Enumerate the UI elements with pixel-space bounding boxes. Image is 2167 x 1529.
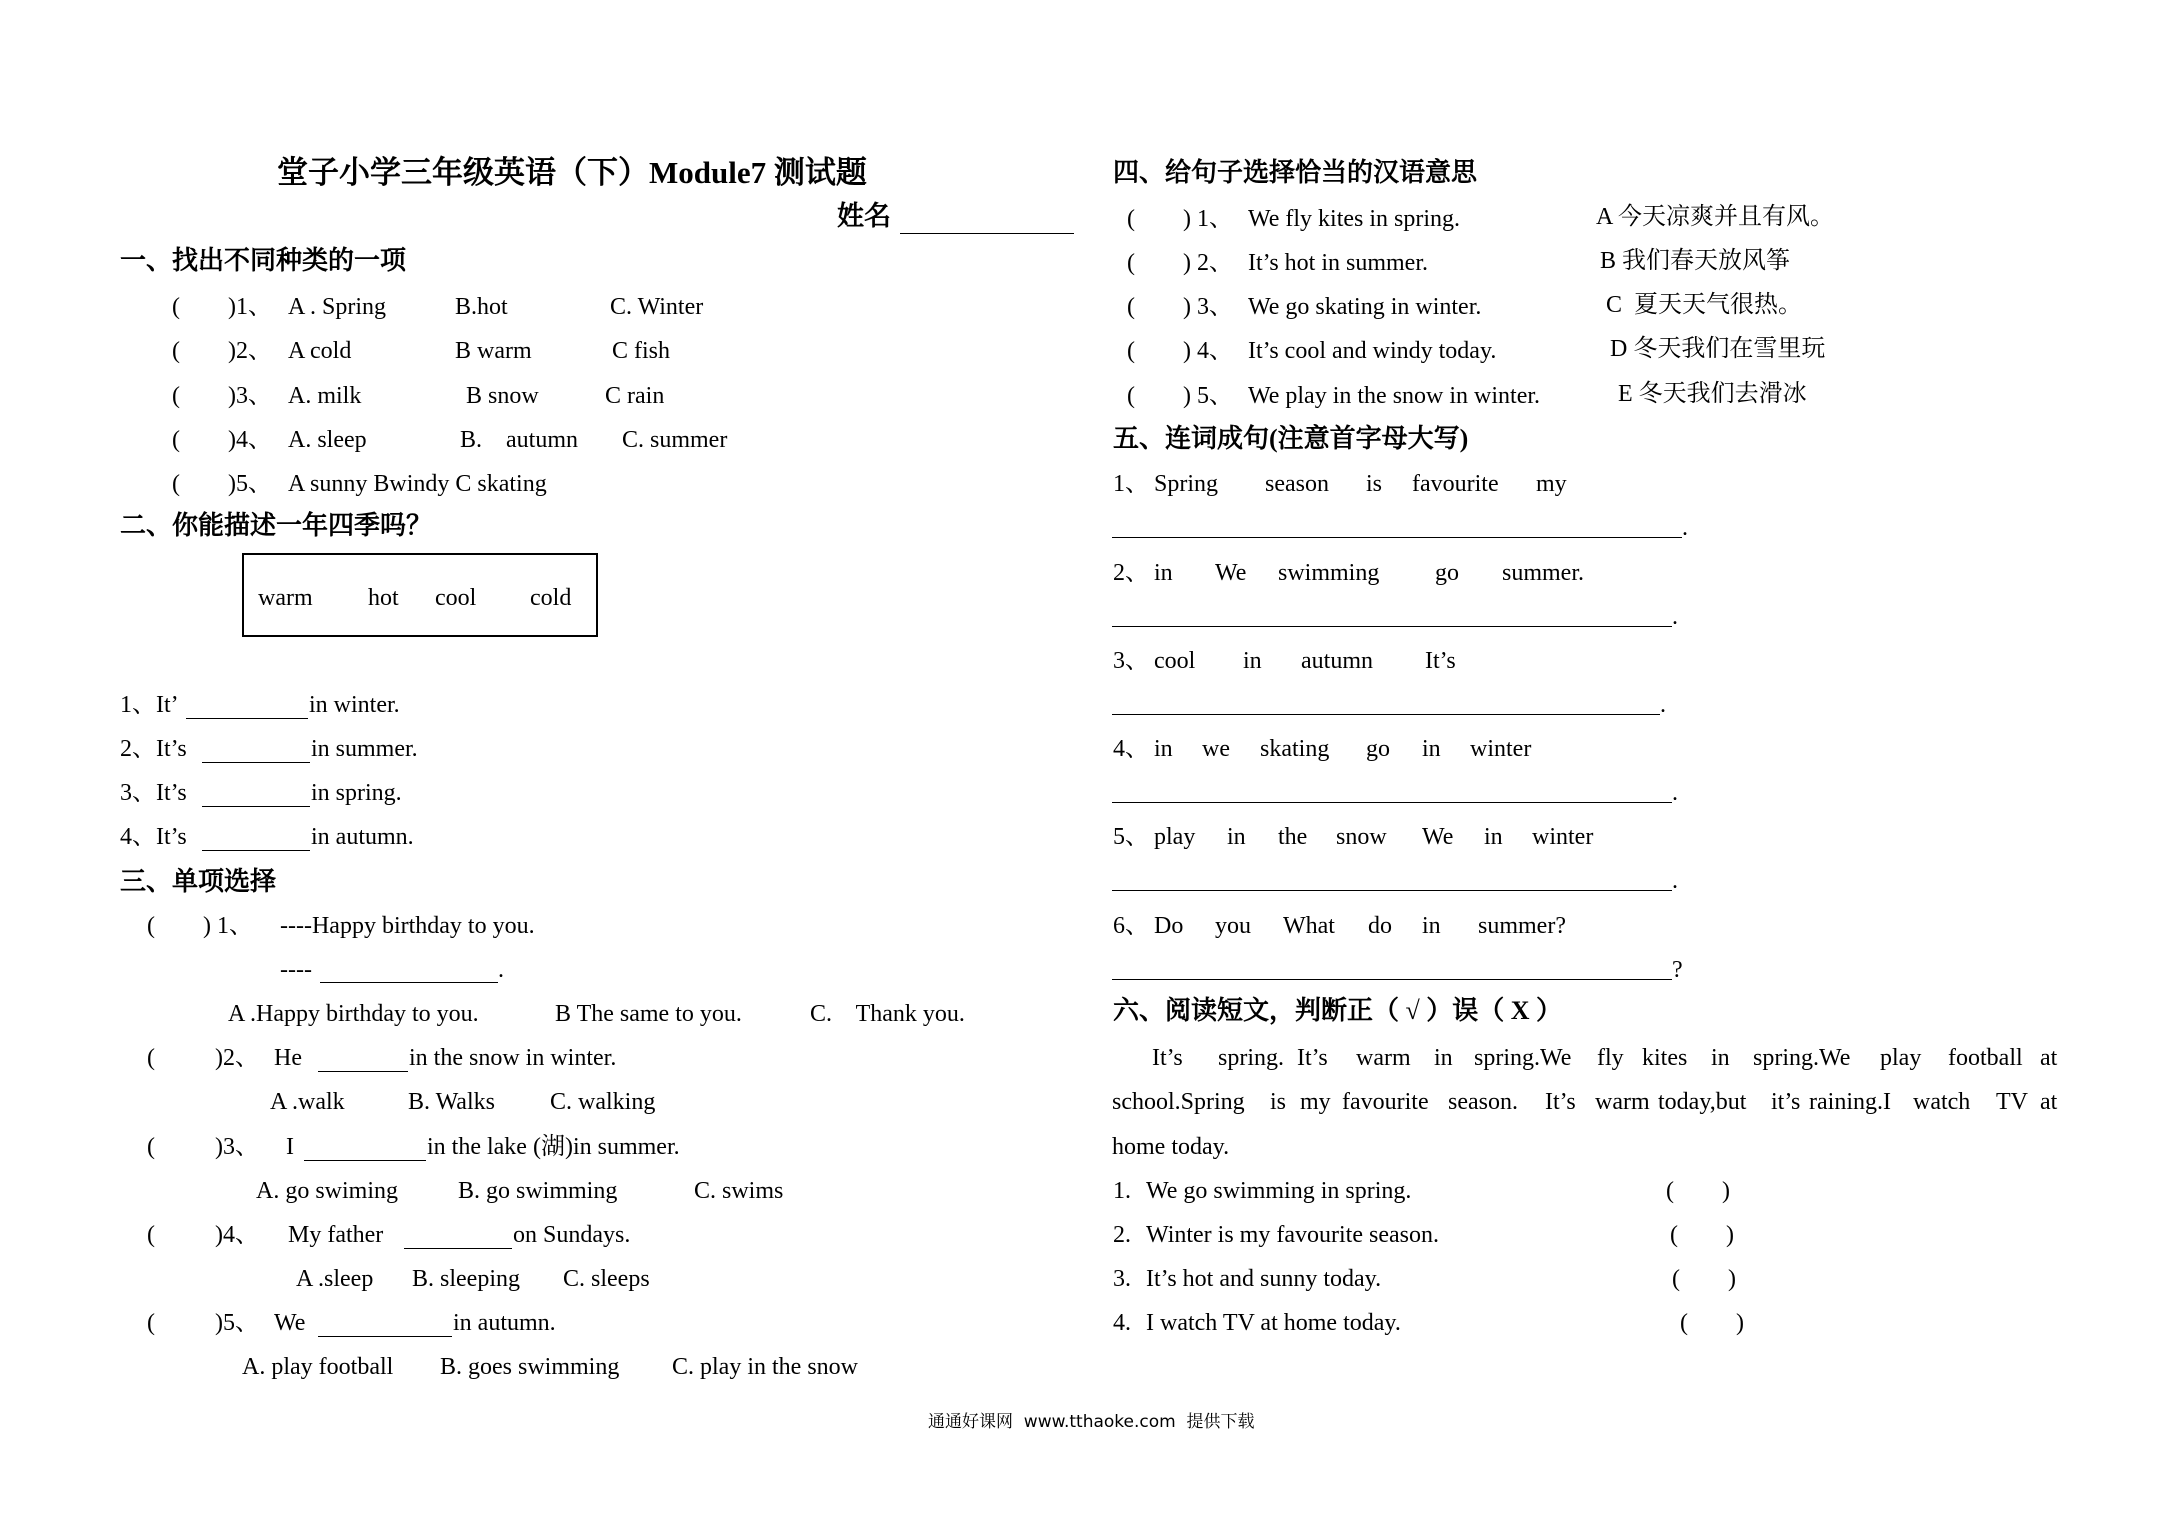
end-punct: . bbox=[1672, 604, 1678, 630]
passage-word: kites bbox=[1642, 1045, 1688, 1071]
scrambled-word: favourite bbox=[1412, 471, 1499, 497]
question-stem: ----Happy birthday to you. bbox=[280, 913, 535, 939]
scrambled-word: in bbox=[1243, 648, 1262, 674]
item-number: 5、 bbox=[1113, 824, 1149, 850]
question-stem-b: in the snow in winter. bbox=[409, 1045, 617, 1071]
scrambled-word: autumn bbox=[1301, 648, 1373, 674]
scrambled-word: in bbox=[1422, 913, 1441, 939]
option-all: A sunny Bwindy C skating bbox=[288, 471, 547, 497]
item-number: 1. bbox=[1113, 1178, 1131, 1204]
passage-word: warm bbox=[1356, 1045, 1411, 1071]
end-punct: . bbox=[1672, 780, 1678, 806]
passage-word: in bbox=[1434, 1045, 1453, 1071]
scrambled-word: cool bbox=[1154, 648, 1196, 674]
question-stem-b: on Sundays. bbox=[513, 1222, 631, 1248]
item-number: 3、 bbox=[1113, 648, 1149, 674]
scrambled-word: summer? bbox=[1478, 913, 1566, 939]
section1-heading: 一、找出不同种类的一项 bbox=[120, 246, 407, 275]
word-bank-item: cool bbox=[435, 585, 477, 611]
answer-paren[interactable]: ( )2、 bbox=[147, 1045, 259, 1071]
passage-word: at bbox=[2040, 1045, 2058, 1071]
scrambled-word: play bbox=[1154, 824, 1196, 850]
passage-word: TV bbox=[1996, 1089, 2028, 1115]
scrambled-word: we bbox=[1202, 736, 1230, 762]
fill-blank[interactable] bbox=[318, 1336, 452, 1337]
option-c: C rain bbox=[605, 383, 665, 409]
passage-word: is bbox=[1270, 1089, 1287, 1115]
answer-line[interactable] bbox=[1112, 890, 1672, 891]
scrambled-word: go bbox=[1435, 560, 1459, 586]
sentence-prefix: 3、It’s bbox=[120, 780, 187, 806]
answer-paren[interactable]: ( )5、 bbox=[147, 1310, 259, 1336]
answer-paren[interactable]: ( )4、 bbox=[147, 1222, 259, 1248]
option-b: B. sleeping bbox=[412, 1266, 520, 1292]
statement: It’s hot and sunny today. bbox=[1146, 1266, 1382, 1292]
option-a: A .Happy birthday to you. bbox=[228, 1001, 479, 1027]
chinese-meaning: B 我们春天放风筝 bbox=[1600, 248, 1791, 274]
passage-word: It’s bbox=[1297, 1045, 1328, 1071]
scrambled-word: in bbox=[1154, 736, 1173, 762]
answer-paren[interactable]: ( )2、 bbox=[172, 338, 272, 364]
option-b: B The same to you. bbox=[555, 1001, 742, 1027]
answer-line[interactable] bbox=[1112, 626, 1672, 627]
scrambled-word: in bbox=[1227, 824, 1246, 850]
passage-word: school.Spring bbox=[1112, 1089, 1245, 1115]
option-b: B. autumn bbox=[460, 427, 578, 453]
chinese-meaning: A 今天凉爽并且有风。 bbox=[1596, 204, 1835, 230]
option-c: C. Thank you. bbox=[810, 1001, 965, 1027]
end-punct: . bbox=[1682, 515, 1688, 541]
item-number: 2、 bbox=[1113, 560, 1149, 586]
passage-word: It’s bbox=[1545, 1089, 1576, 1115]
word-bank-item: warm bbox=[258, 585, 313, 611]
item-number: 4、 bbox=[1113, 736, 1149, 762]
chinese-meaning: E 冬天我们去滑冰 bbox=[1618, 381, 1807, 407]
scrambled-word: in bbox=[1484, 824, 1503, 850]
question-stem-b: in the lake (湖)in summer. bbox=[427, 1134, 680, 1160]
answer-paren[interactable]: ( ) 1、 bbox=[147, 913, 253, 939]
chinese-meaning: C 夏天天气很热。 bbox=[1606, 292, 1803, 318]
english-sentence: We fly kites in spring. bbox=[1248, 206, 1461, 232]
passage-word: warm bbox=[1595, 1089, 1650, 1115]
scrambled-word: season bbox=[1265, 471, 1329, 497]
sentence-suffix: in winter. bbox=[309, 692, 400, 718]
answer-paren[interactable]: ( )4、 bbox=[172, 427, 272, 453]
option-a: A .sleep bbox=[296, 1266, 374, 1292]
answer-paren[interactable]: ( ) 3、 bbox=[1127, 294, 1233, 320]
option-b: B snow bbox=[466, 383, 539, 409]
question-stem-a: We bbox=[274, 1310, 306, 1336]
sentence-prefix: 1、It’ bbox=[120, 692, 179, 718]
answer-paren[interactable]: ( ) bbox=[1680, 1310, 1744, 1336]
end-punct: . bbox=[1672, 868, 1678, 894]
item-number: 2. bbox=[1113, 1222, 1131, 1248]
passage-line-3: home today. bbox=[1112, 1134, 1230, 1160]
reply-prefix: ---- bbox=[280, 957, 312, 983]
sentence-suffix: in summer. bbox=[311, 736, 418, 762]
fill-blank[interactable] bbox=[202, 762, 310, 763]
passage-word: watch bbox=[1913, 1089, 1971, 1115]
answer-line[interactable] bbox=[1112, 802, 1672, 803]
english-sentence: It’s cool and windy today. bbox=[1248, 338, 1497, 364]
question-stem-a: He bbox=[274, 1045, 302, 1071]
answer-paren[interactable]: ( )3、 bbox=[147, 1134, 259, 1160]
option-c: C. walking bbox=[550, 1089, 656, 1115]
sentence-prefix: 2、It’s bbox=[120, 736, 187, 762]
option-c: C fish bbox=[612, 338, 671, 364]
word-bank-item: cold bbox=[530, 585, 572, 611]
fill-blank[interactable] bbox=[202, 806, 310, 807]
scrambled-word: swimming bbox=[1278, 560, 1380, 586]
statement: Winter is my favourite season. bbox=[1146, 1222, 1439, 1248]
answer-line[interactable] bbox=[1112, 537, 1682, 538]
answer-paren[interactable]: ( ) bbox=[1666, 1178, 1730, 1204]
section6-heading: 六、阅读短文，判断正（ √ ）误（ X ） bbox=[1113, 996, 1563, 1025]
scrambled-word: the bbox=[1278, 824, 1308, 850]
english-sentence: We play in the snow in winter. bbox=[1248, 383, 1541, 409]
option-a: A .walk bbox=[270, 1089, 345, 1115]
scrambled-word: in bbox=[1422, 736, 1441, 762]
english-sentence: It’s hot in summer. bbox=[1248, 250, 1428, 276]
question-stem-a: I bbox=[286, 1134, 294, 1160]
section3-heading: 三、单项选择 bbox=[120, 867, 277, 896]
passage-word: season. bbox=[1448, 1089, 1518, 1115]
passage-word: at bbox=[2040, 1089, 2058, 1115]
passage-word: raining.I bbox=[1809, 1089, 1891, 1115]
option-a: A . Spring bbox=[288, 294, 387, 320]
option-c: C. swims bbox=[694, 1178, 784, 1204]
answer-paren[interactable]: ( )3、 bbox=[172, 383, 272, 409]
option-c: C. Winter bbox=[610, 294, 704, 320]
option-a: A. milk bbox=[288, 383, 362, 409]
scrambled-word: Spring bbox=[1154, 471, 1219, 497]
scrambled-word: go bbox=[1366, 736, 1390, 762]
answer-paren[interactable]: ( ) 4、 bbox=[1127, 338, 1233, 364]
option-a: A. play football bbox=[242, 1354, 394, 1380]
option-c: C. sleeps bbox=[563, 1266, 650, 1292]
scrambled-word: skating bbox=[1260, 736, 1330, 762]
scrambled-word: summer. bbox=[1502, 560, 1584, 586]
statement: I watch TV at home today. bbox=[1146, 1310, 1401, 1336]
answer-paren[interactable]: ( ) bbox=[1670, 1222, 1734, 1248]
passage-word: my bbox=[1300, 1089, 1331, 1115]
word-bank-box bbox=[242, 553, 598, 637]
fill-blank[interactable] bbox=[186, 718, 308, 719]
passage-word: play bbox=[1880, 1045, 1922, 1071]
scrambled-word: you bbox=[1215, 913, 1251, 939]
answer-paren[interactable]: ( ) bbox=[1672, 1266, 1736, 1292]
reply-suffix: . bbox=[498, 957, 504, 983]
scrambled-word: snow bbox=[1336, 824, 1387, 850]
page-title: 堂子小学三年级英语（下）Module7 测试题 bbox=[277, 155, 867, 190]
item-number: 3. bbox=[1113, 1266, 1131, 1292]
scrambled-word: Do bbox=[1154, 913, 1184, 939]
answer-line[interactable] bbox=[1112, 714, 1660, 715]
passage-word: today,but bbox=[1658, 1089, 1747, 1115]
passage-word: spring.We bbox=[1753, 1045, 1851, 1071]
option-b: B. Walks bbox=[408, 1089, 495, 1115]
scrambled-word: We bbox=[1215, 560, 1247, 586]
scrambled-word: do bbox=[1368, 913, 1392, 939]
answer-paren[interactable]: ( ) 5、 bbox=[1127, 383, 1233, 409]
fill-blank[interactable] bbox=[320, 982, 498, 983]
option-a: A. sleep bbox=[288, 427, 367, 453]
scrambled-word: is bbox=[1366, 471, 1383, 497]
option-b: B.hot bbox=[455, 294, 508, 320]
fill-blank[interactable] bbox=[202, 850, 310, 851]
item-number: 4. bbox=[1113, 1310, 1131, 1336]
passage-word: favourite bbox=[1342, 1089, 1429, 1115]
scrambled-word: winter bbox=[1532, 824, 1594, 850]
name-blank[interactable] bbox=[900, 233, 1074, 234]
option-c: C. play in the snow bbox=[672, 1354, 858, 1380]
scrambled-word: winter bbox=[1470, 736, 1532, 762]
passage-word: spring.We bbox=[1474, 1045, 1572, 1071]
word-bank-item: hot bbox=[368, 585, 399, 611]
option-c: C. summer bbox=[622, 427, 728, 453]
answer-paren[interactable]: ( )1、 bbox=[172, 294, 272, 320]
sentence-prefix: 4、It’s bbox=[120, 824, 187, 850]
passage-word: it’s bbox=[1771, 1089, 1801, 1115]
option-b: B. goes swimming bbox=[440, 1354, 620, 1380]
passage-word: It’s bbox=[1152, 1045, 1183, 1071]
answer-paren[interactable]: ( ) 2、 bbox=[1127, 250, 1233, 276]
passage-word: in bbox=[1711, 1045, 1730, 1071]
end-punct: . bbox=[1660, 692, 1666, 718]
scrambled-word: my bbox=[1536, 471, 1567, 497]
end-punct: ? bbox=[1672, 957, 1683, 983]
scrambled-word: We bbox=[1422, 824, 1454, 850]
passage-word: football bbox=[1948, 1045, 2023, 1071]
answer-paren[interactable]: ( ) 1、 bbox=[1127, 206, 1233, 232]
question-stem-a: My father bbox=[288, 1222, 384, 1248]
option-b: B warm bbox=[455, 338, 532, 364]
item-number: 6、 bbox=[1113, 913, 1149, 939]
chinese-meaning: D 冬天我们在雪里玩 bbox=[1610, 336, 1826, 362]
fill-blank[interactable] bbox=[404, 1248, 512, 1249]
name-label: 姓名 bbox=[837, 201, 891, 231]
question-stem-b: in autumn. bbox=[453, 1310, 556, 1336]
section5-heading: 五、连词成句(注意首字母大写) bbox=[1113, 424, 1469, 453]
option-a: A cold bbox=[288, 338, 352, 364]
statement: We go swimming in spring. bbox=[1146, 1178, 1412, 1204]
footer-note: 通通好课网 www.tthaoke.com 提供下载 bbox=[928, 1412, 1255, 1432]
english-sentence: We go skating in winter. bbox=[1248, 294, 1482, 320]
item-number: 1、 bbox=[1113, 471, 1149, 497]
passage-word: fly bbox=[1597, 1045, 1624, 1071]
answer-paren[interactable]: ( )5、 bbox=[172, 471, 272, 497]
option-b: B. go swimming bbox=[458, 1178, 618, 1204]
scrambled-word: What bbox=[1283, 913, 1335, 939]
answer-line[interactable] bbox=[1112, 979, 1672, 980]
section2-heading: 二、你能描述一年四季吗？ bbox=[120, 511, 433, 540]
fill-blank[interactable] bbox=[304, 1160, 426, 1161]
fill-blank[interactable] bbox=[318, 1071, 408, 1072]
option-a: A. go swiming bbox=[256, 1178, 399, 1204]
passage-word: spring. bbox=[1218, 1045, 1284, 1071]
scrambled-word: It’s bbox=[1425, 648, 1456, 674]
section4-heading: 四、给句子选择恰当的汉语意思 bbox=[1113, 158, 1478, 187]
sentence-suffix: in autumn. bbox=[311, 824, 414, 850]
sentence-suffix: in spring. bbox=[311, 780, 402, 806]
scrambled-word: in bbox=[1154, 560, 1173, 586]
